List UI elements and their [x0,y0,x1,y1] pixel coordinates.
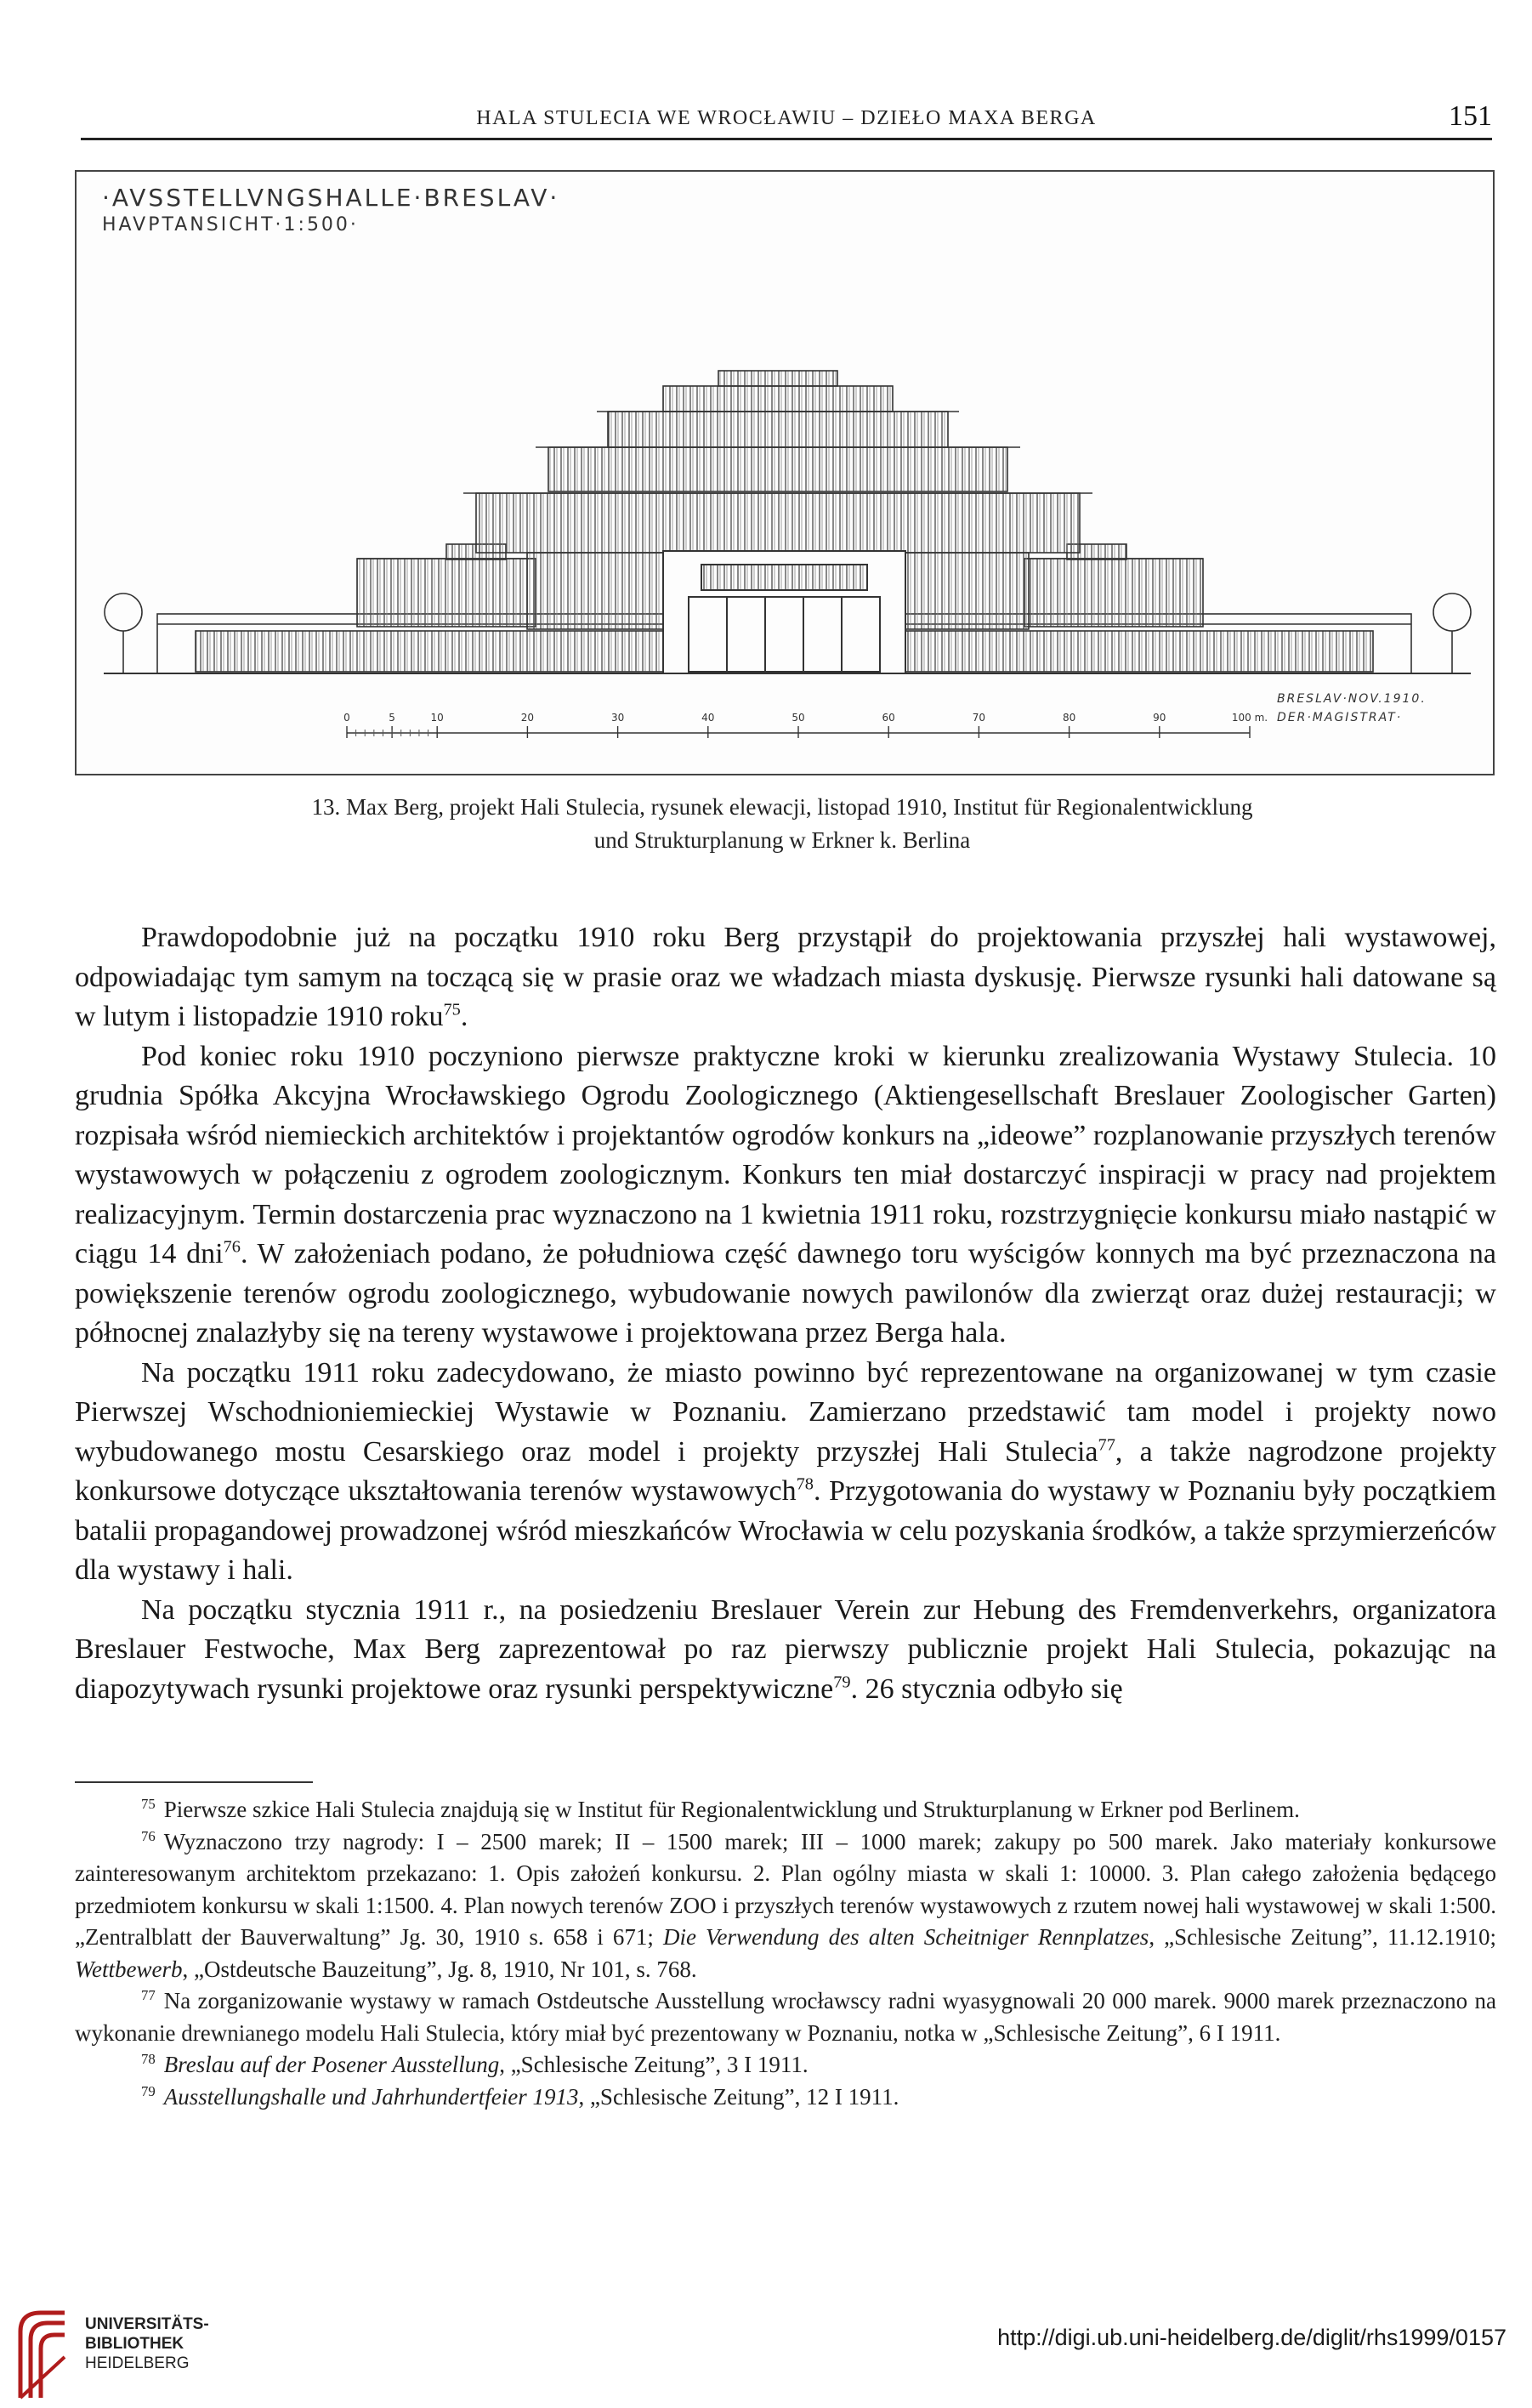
figure-elevation-drawing [75,170,1495,775]
page-number: 151 [1449,100,1492,132]
footnote-78: $^{78}$ Breslau auf der Posener Ausstellung, „Schlesische Zeitung”, 3 I 1911. [141,2051,809,2077]
scale-label: 50 [792,712,805,724]
caption-line: 13. Max Berg, projekt Hali Stulecia, rysunek elewacji, listopad 1910, Institut für Regionalentwicklung [311,794,1253,820]
footnotes [75,1794,1496,2113]
paragraph: Pod koniec roku 1910 poczyniono pierwsze praktyczne kroki w kierunku zrealizowania Wystawy Stulecia. 10 grudnia Spółka Akcyjna Wrocławskiego Ogrodu Zoologicznego (Aktiengesellschaft Breslauer Zoologischer Garten) rozpisała wśród niemieckich architektów i projektantów ogrodów konkurs na „ideowe” rozplanowanie przyszłych terenów wystawowych w połączeniu z ogrodem zoologicznym. Konkurs ten miał dostarczyć inspiracji w pracy nad projektem realizacyjnym. Termin dostarczenia prac wyznaczono na 1 kwietnia 1911 roku, rozstrzygnięcie konkursu miało nastąpić w ciągu 14 dni$^{76}$. W założeniach podano, że południowa część dawnego toru wyścigów konnych ma być przeznaczona na powiększenie terenów ogrodu zoologicznego, wybudowanie nowych pawilonów dla zwierząt oraz dużej restauracji; w północnej znalazłyby się na tereny wystawowe i projektowana przez Berga hala. [75,1040,1497,1349]
scale-label: 40 [701,712,715,724]
caption-line: und Strukturplanung w Erkner k. Berlina [593,827,971,853]
footnote-divider [75,1781,313,1783]
scale-label: 5 [389,712,395,724]
footnote-ref[interactable]: 75 [443,1000,461,1019]
footnote-ref[interactable]: 77 [1098,1435,1115,1455]
main-portal [663,551,905,673]
body-text [75,918,1496,1709]
paragraph: Prawdopodobnie już na początku 1910 roku Berg przystąpił do projektowania przyszłej hali wystawowej, odpowiadając tym samym na toczącą się w prasie oraz we władzach miasta dyskusję. Pierwsze rysunki hali datowane są w lutym i listopadzie 1910 roku$^{75}$. [75,922,1496,1032]
source-url-link[interactable]: http://digi.ub.uni-heidelberg.de/diglit/rhs1999/0157 [997,2325,1506,2350]
footnote-75: $^{75}$ Pierwsze szkice Hali Stulecia znajdują się w Institut für Regionalentwicklung und Strukturplanung w Erkner pod Berlinem. [141,1796,1300,1822]
scale-label: 80 [1062,712,1076,724]
scale-label: 100 m. [1231,712,1268,724]
right-tree [1433,593,1471,673]
drawing-signature: DER·MAGISTRAT· [1277,711,1403,724]
drawing-date: BRESLAV·NOV.1910. [1277,692,1427,706]
right-pavilion [1024,544,1203,627]
scale-label: 70 [972,712,986,724]
scale-label: 30 [610,712,625,724]
footnote-ref[interactable]: 79 [833,1673,851,1692]
hall-elevation-sketch [77,172,1493,774]
drawing-subtitle: HAVPTANSICHT·1:500· [102,214,359,236]
scale-label: 60 [882,712,895,724]
scale-label: 10 [430,712,444,724]
library-name: UNIVERSITÄTS- BIBLIOTHEK HEIDELBERG [85,2315,209,2372]
scale-label: 20 [520,712,535,724]
left-pavilion [357,544,536,627]
drawing-title: ·AVSSTELLVNGSHALLE·BRESLAV· [102,184,560,212]
paragraph: Na początku stycznia 1911 r., na posiedzeniu Breslauer Verein zur Hebung des Fremdenverkehrs, organizatora Breslauer Festwoche, Max Berg zaprezentował po raz pierwszy publicznie projekt Hali Stulecia, pokazując na diapozytywach rysunki projektowe oraz rysunki perspektywiczne$^{79}$. 26 stycznia odbyło się [75,1593,1496,1705]
library-logo-icon [12,2306,71,2401]
footnote-76: $^{76}$ Wyznaczono trzy nagrody: I – 2500 marek; II – 1500 marek; III – 1000 marek; zakupy po 500 marek. Jako materiały konkursowe zainteresowanym architektom przekazano: 1. Opis założeń konkursu. 2. Plan ogólny miasta w skali 1: 10000. 3. Plan całego założenia będącego przedmiotem konkursu w skali 1:1500. 4. Plan nowych terenów ZOO i przyszłych terenów wystawowych z rzutem nowej hali wystawowej w skali 1:500. „Zentralblatt der Bauverwaltung” Jg. 30, 1910 s. 658 i 671; Die Verwendung des alten Scheitniger Rennplatzes, „Schlesische Zeitung”, 11.12.1910; Wettbewerb, „Ostdeutsche Bauzeitung”, Jg. 8, 1910, Nr 101, s. 768. [75,1827,1496,1982]
footnote-77: $^{77}$ Na zorganizowanie wystawy w ramach Ostdeutsche Ausstellung wrocławscy radni wyasygnowali 20 000 marek. 9000 marek przeznaczono na wykonanie drewnianego modelu Hali Stulecia, który miał być prezentowany w Poznaniu, notka w „Schlesische Zeitung”, 6 I 1911. [75,1987,1496,2046]
scale-label: 0 [343,712,350,724]
running-header [81,95,1492,140]
scale-label: 90 [1153,712,1166,724]
footnote-ref[interactable]: 78 [796,1474,814,1494]
footnote-ref[interactable]: 76 [223,1237,241,1257]
paragraph: Na początku 1911 roku zadecydowano, że miasto powinno być reprezentowane na organizowanej w tym czasie Pierwszej Wschodnioniemieckiej Wystawie w Poznaniu. Zamierzano przedstawić tam model i projekty nowo wybudowanego mostu Cesarskiego oraz model i projekty przyszłej Hali Stulecia$^{77}$, a także nagrodzone projekty konkursowe dotyczące ukształtowania terenów wystawowych$^{78}$. Przygotowania do wystawy w Poznaniu były początkiem batalii propagandowej prowadzonej wśród mieszkańców Wrocławia w celu pozyskania środków, a także sprzymierzeńców dla wystawy i hali. [75,1356,1496,1586]
figure-caption [136,791,1428,857]
scale-ticks [343,712,1268,738]
left-tree [105,593,142,673]
running-title: HALA STULECIA WE WROCŁAWIU – DZIEŁO MAXA BERGA [476,107,1097,129]
footnote-79: $^{79}$ Ausstellungshalle und Jahrhundertfeier 1913, „Schlesische Zeitung”, 12 I 1911. [141,2082,899,2110]
